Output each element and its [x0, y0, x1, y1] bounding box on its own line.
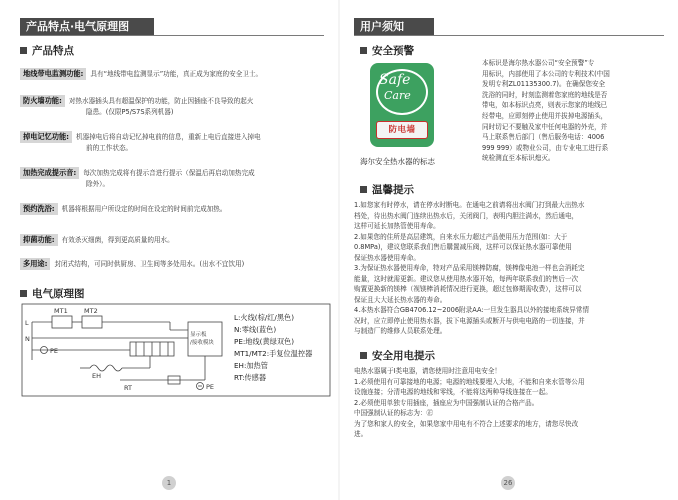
feature-text: 有效杀灭细菌，得到更高质量的用水。: [61, 236, 174, 244]
tip-line: 况时，应立即停止使用热水器，拔下电源插头或断开与供电电路的一切连接，并: [354, 316, 585, 325]
feature-text-cont: 前的工作状态。: [86, 144, 133, 152]
feature-label: 抑菌功能:: [20, 234, 58, 246]
features-title: 产品特点: [32, 45, 74, 57]
eh-label: EH: [92, 372, 101, 380]
safety-line: 本标识是海尔热水器公司“安全预警”专: [482, 59, 595, 67]
feature-text: 机器将根据用户所设定的时间在设定的时间前完成加热。: [61, 205, 227, 213]
diagram-title: 电气原理图: [32, 288, 85, 300]
tip-line: 能量，这时就需更新。建议您从使用热水器开始，每两年联系我们的售后一次: [354, 274, 579, 283]
legend-line: RT:传感器: [234, 373, 267, 382]
tips-title: 温馨提示: [372, 184, 414, 196]
feature-text: 具有“地线带电监测显示”功能，真正成为家庭的安全卫士。: [90, 70, 263, 78]
schematic-legend: [234, 313, 312, 382]
feature-label: 掉电记忆功能:: [20, 131, 72, 143]
electric-line: 为了您和家人的安全，如果您家中用电有不符合上述要求的地方，请您尽快改: [354, 419, 579, 428]
live-label: L: [25, 319, 29, 327]
tip-line: 1.如您家有时停水，请在停水时断电。在通电之前请将出水阀门打到最大出热水: [354, 201, 585, 209]
left-page: [0, 0, 338, 500]
feature-item-antibacterial: [20, 234, 332, 246]
legend-line: MT1/MT2:手复位温控器: [234, 349, 313, 358]
electric-line: 中国强制认证的标志为：㊣: [354, 409, 434, 417]
safety-paragraph: [482, 58, 674, 164]
diagram-heading: [20, 288, 85, 300]
features-heading: [20, 45, 74, 57]
pe-label: PE: [206, 383, 215, 391]
heating-element-icon: [90, 365, 122, 371]
feature-text: 机器掉电后将自动记忆掉电前的信息，重新上电后直接进入掉电: [76, 133, 261, 141]
rt-label: RT: [124, 384, 133, 392]
safe-care-logo: [370, 63, 434, 147]
safety-heading: [360, 45, 414, 57]
tip-line: 保证热水器使用寿命。: [354, 253, 420, 262]
legend-line: EH:加热管: [234, 361, 268, 370]
legend-line: N:零线(蓝色): [234, 325, 277, 334]
pe-label: PE: [50, 347, 59, 355]
feature-text: 对热水器插头具有超温保护的功能，防止因插座不良导致的起火: [68, 97, 254, 105]
page-number: 1: [162, 476, 176, 490]
feature-label: 防火墙功能:: [20, 95, 65, 107]
right-page-banner: 用户须知: [354, 18, 434, 36]
square-bullet-icon: [20, 47, 27, 54]
feature-label: 多用途:: [20, 258, 50, 270]
tip-line: 3.为保证热水器使用寿命，特对产品采用镁棒防腐，镁棒像电池一样也会消耗完: [354, 264, 585, 272]
feature-text-cont: 除外）。: [86, 180, 110, 188]
feature-label: 地线带电监测功能:: [20, 68, 86, 80]
safety-title: 安全预警: [372, 45, 414, 57]
feature-text: 封闭式结构，可同时供厨房、卫生间等多处用水。(出水不宜饮用): [54, 260, 245, 268]
electric-line: 设施连接；分清电源的地线和零线，不能将这两种导线连接在一起。: [354, 388, 552, 396]
feature-text: 每次加热完成将有提示音进行提示（保温后再启动加热完成: [83, 169, 255, 177]
logo-text-care: Care: [384, 89, 411, 102]
electric-line: 电热水器属于Ⅰ类电器，请您使用时注意用电安全！: [354, 367, 502, 375]
mt1-label: MT1: [54, 307, 68, 315]
tip-line: 2.如果您的住所是高层建筑，自来水压力超过产品使用压力范围(如：大于: [354, 232, 568, 241]
electric-safety-heading: [360, 350, 435, 362]
electric-line: 进。: [354, 430, 368, 438]
logo-text-safe: Safe: [379, 72, 411, 88]
display-board-label: 显示板: [190, 332, 207, 338]
feature-text-cont: 隐患。(仅限P5/S7S系列机器): [86, 108, 174, 116]
safety-line: 用标识，内部使用了本公司的专利技术(中国: [482, 69, 610, 78]
logo-caption: 海尔安全热水器的标志: [360, 157, 435, 166]
square-bullet-icon: [360, 352, 367, 359]
feature-item-multi-use: [20, 258, 332, 270]
feature-item-ground-monitor: [20, 68, 332, 80]
safety-line: 发明专利ZL01135300.7)。在确保您安全: [482, 80, 606, 89]
feature-item-power-memory: [20, 131, 332, 153]
safety-line: 同时切记不要触及家中任何电器的外壳，并: [482, 122, 608, 131]
feature-item-scheduled-bath: [20, 203, 332, 215]
safety-line: 统检测直至本标识熄灭。: [482, 154, 555, 163]
safety-line: 带电，如本标识点亮，则表示您家的地线已: [482, 101, 608, 110]
electric-line: 2.必须使用单独专用插座，插座应为中国强制认证的合格产品。: [354, 398, 539, 407]
feature-item-heat-done-tone: [20, 167, 332, 189]
feature-label: 加热完成提示音:: [20, 167, 79, 179]
tip-line: 0.8MPa)，建议您联系我们售后購置减压阀，这样可以保证热水器可靠使用: [354, 243, 572, 251]
neutral-label: N: [25, 335, 30, 343]
square-bullet-icon: [360, 186, 367, 193]
square-bullet-icon: [360, 47, 367, 54]
safety-line: 999 999）或物业公司，由专业电工进行系: [482, 143, 609, 152]
right-page: [340, 0, 678, 500]
feature-label: 预约洗浴:: [20, 203, 58, 215]
left-banner-rule: [20, 35, 324, 36]
safety-line: 马上联系售后部门（售后服务电话：4006: [482, 133, 605, 142]
display-board-label-2: /接收模块: [190, 340, 214, 346]
tip-line: 档处，待出热水阀门连续出热水后，关闭阀门，表明内胆注满水，然后通电，: [354, 211, 579, 220]
feature-item-firewall: [20, 95, 332, 117]
page-number: 26: [501, 476, 515, 490]
tip-line: 4.本热水器符合GB4706.12~2006附录AA:一旦发生器具以外的接地系统异常情: [354, 306, 590, 314]
electric-safety-list: [354, 366, 672, 440]
legend-line: L:火线(棕/红/黑色): [234, 313, 295, 322]
tips-heading: [360, 184, 414, 196]
electric-line: 1.必须使用有可靠接地的电源；电源的地线要埋入大地，不能和自来水管等公用: [354, 377, 585, 386]
legend-line: PE:地线(黄绿双色): [234, 337, 295, 346]
tip-line: 购置更换新的镁棒（视镁棒消耗情况进行更换，超过包修期需收费），这样可以: [354, 285, 582, 293]
tip-line: 保证且大大延长热水器的寿命。: [354, 295, 447, 304]
safety-line: 洗浴的同时，时刻监测着您家庭的地线是否: [482, 90, 608, 99]
logo-stamp: 防电墙: [376, 121, 428, 139]
mt2-label: MT2: [84, 307, 98, 315]
tip-line: 这样可延长加热管使用寿命。: [354, 222, 440, 230]
mt1-thermostat-icon: [52, 316, 72, 328]
mt2-thermostat-icon: [82, 316, 102, 328]
tips-list: [354, 200, 672, 337]
electric-safety-title: 安全用电提示: [372, 350, 435, 362]
safety-line: 经带电，应即刻停止使用并拔掉电源插头，: [482, 111, 608, 120]
left-page-banner: 产品特点·电气原理图: [20, 18, 154, 36]
square-bullet-icon: [20, 290, 27, 297]
tip-line: 与制造厂的维修人员联系处理。: [354, 327, 447, 335]
electrical-schematic: [20, 300, 332, 400]
display-board-box: [188, 322, 222, 356]
right-banner-rule: [354, 35, 664, 36]
